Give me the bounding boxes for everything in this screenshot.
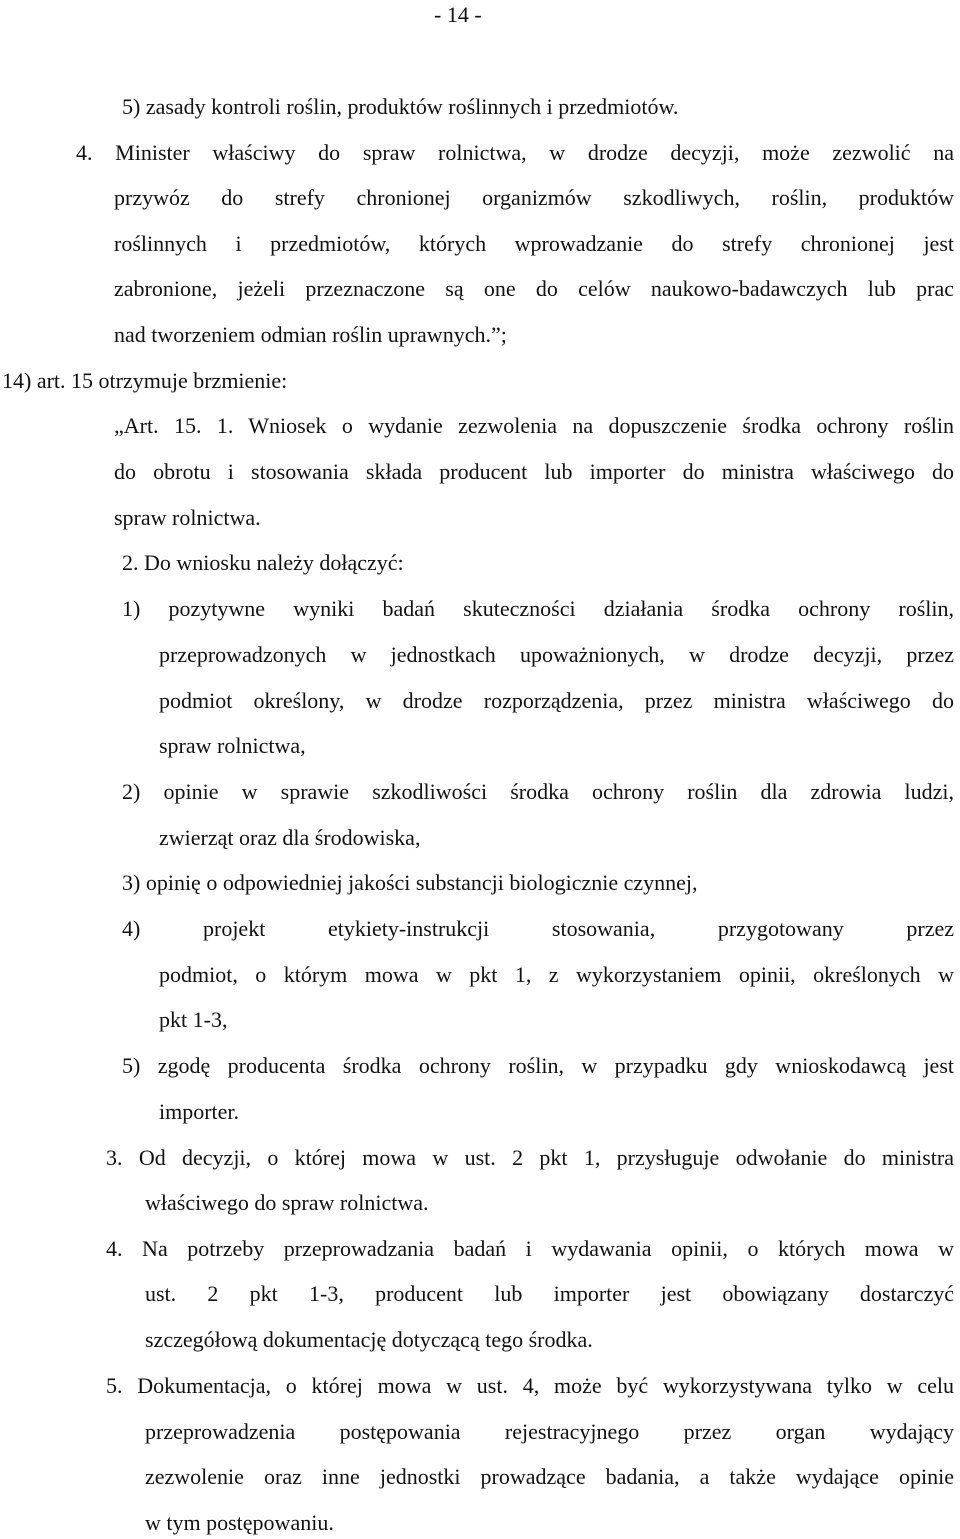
text-line: 2. Do wniosku należy dołączyć: (122, 550, 404, 575)
text-line: 4. Minister właściwy do spraw rolnictwa, w drodze decyzji, może zezwolić na (76, 140, 954, 165)
text-line: 5) zgodę producenta środka ochrony roślin, w przypadku gdy wnioskodawcą jest (122, 1053, 954, 1078)
text-line: szczegółową dokumentację dotyczącą tego środka. (145, 1327, 593, 1352)
text-line: „Art. 15. 1. Wniosek o wydanie zezwolenia na dopuszczenie środka ochrony roślin (114, 413, 954, 438)
text-line: 14) art. 15 otrzymuje brzmienie: (2, 368, 288, 393)
text-line: roślinnych i przedmiotów, których wprowadzanie do strefy chronionej jest (114, 231, 954, 256)
text-line: pkt 1-3, (159, 1007, 228, 1032)
text-line: zezwolenie oraz inne jednostki prowadzące badania, a także wydające opinie (145, 1464, 954, 1489)
text-line: 3. Od decyzji, o której mowa w ust. 2 pkt 1, przysługuje odwołanie do ministra (106, 1145, 954, 1170)
text-line: 4. Na potrzeby przeprowadzania badań i wydawania opinii, o których mowa w (106, 1236, 954, 1261)
text-line: przeprowadzonych w jednostkach upoważnionych, w drodze decyzji, przez (159, 642, 954, 667)
text-line: spraw rolnictwa, (159, 733, 306, 758)
text-line: 3) opinię o odpowiedniej jakości substancji biologicznie czynnej, (122, 870, 698, 895)
text-line: przeprowadzenia postępowania rejestracyjnego przez organ wydający (145, 1419, 954, 1444)
text-line: 4) projekt etykiety-instrukcji stosowania, przygotowany przez (122, 916, 954, 941)
text-line: zabronione, jeżeli przeznaczone są one do celów naukowo-badawczych lub prac (114, 276, 954, 301)
page-number: - 14 - (434, 2, 482, 27)
text-line: 5. Dokumentacja, o której mowa w ust. 4, może być wykorzystywana tylko w celu (106, 1373, 954, 1398)
text-line: 2) opinie w sprawie szkodliwości środka ochrony roślin dla zdrowia ludzi, (122, 779, 954, 804)
text-line: spraw rolnictwa. (114, 505, 261, 530)
text-line: podmiot określony, w drodze rozporządzenia, przez ministra właściwego do (159, 688, 954, 713)
text-line: do obrotu i stosowania składa producent lub importer do ministra właściwego do (114, 459, 954, 484)
text-line: 1) pozytywne wyniki badań skuteczności działania środka ochrony roślin, (122, 596, 954, 621)
text-line: importer. (159, 1099, 240, 1124)
text-line: nad tworzeniem odmian roślin uprawnych.”; (114, 322, 507, 347)
text-line: w tym postępowaniu. (145, 1510, 334, 1535)
text-line: właściwego do spraw rolnictwa. (145, 1190, 429, 1215)
text-line: przywóz do strefy chronionej organizmów szkodliwych, roślin, produktów (114, 185, 954, 210)
text-line: podmiot, o którym mowa w pkt 1, z wykorzystaniem opinii, określonych w (159, 962, 954, 987)
text-line: ust. 2 pkt 1-3, producent lub importer jest obowiązany dostarczyć (145, 1281, 954, 1306)
text-line: 5) zasady kontroli roślin, produktów roślinnych i przedmiotów. (122, 94, 679, 119)
text-line: zwierząt oraz dla środowiska, (159, 825, 421, 850)
